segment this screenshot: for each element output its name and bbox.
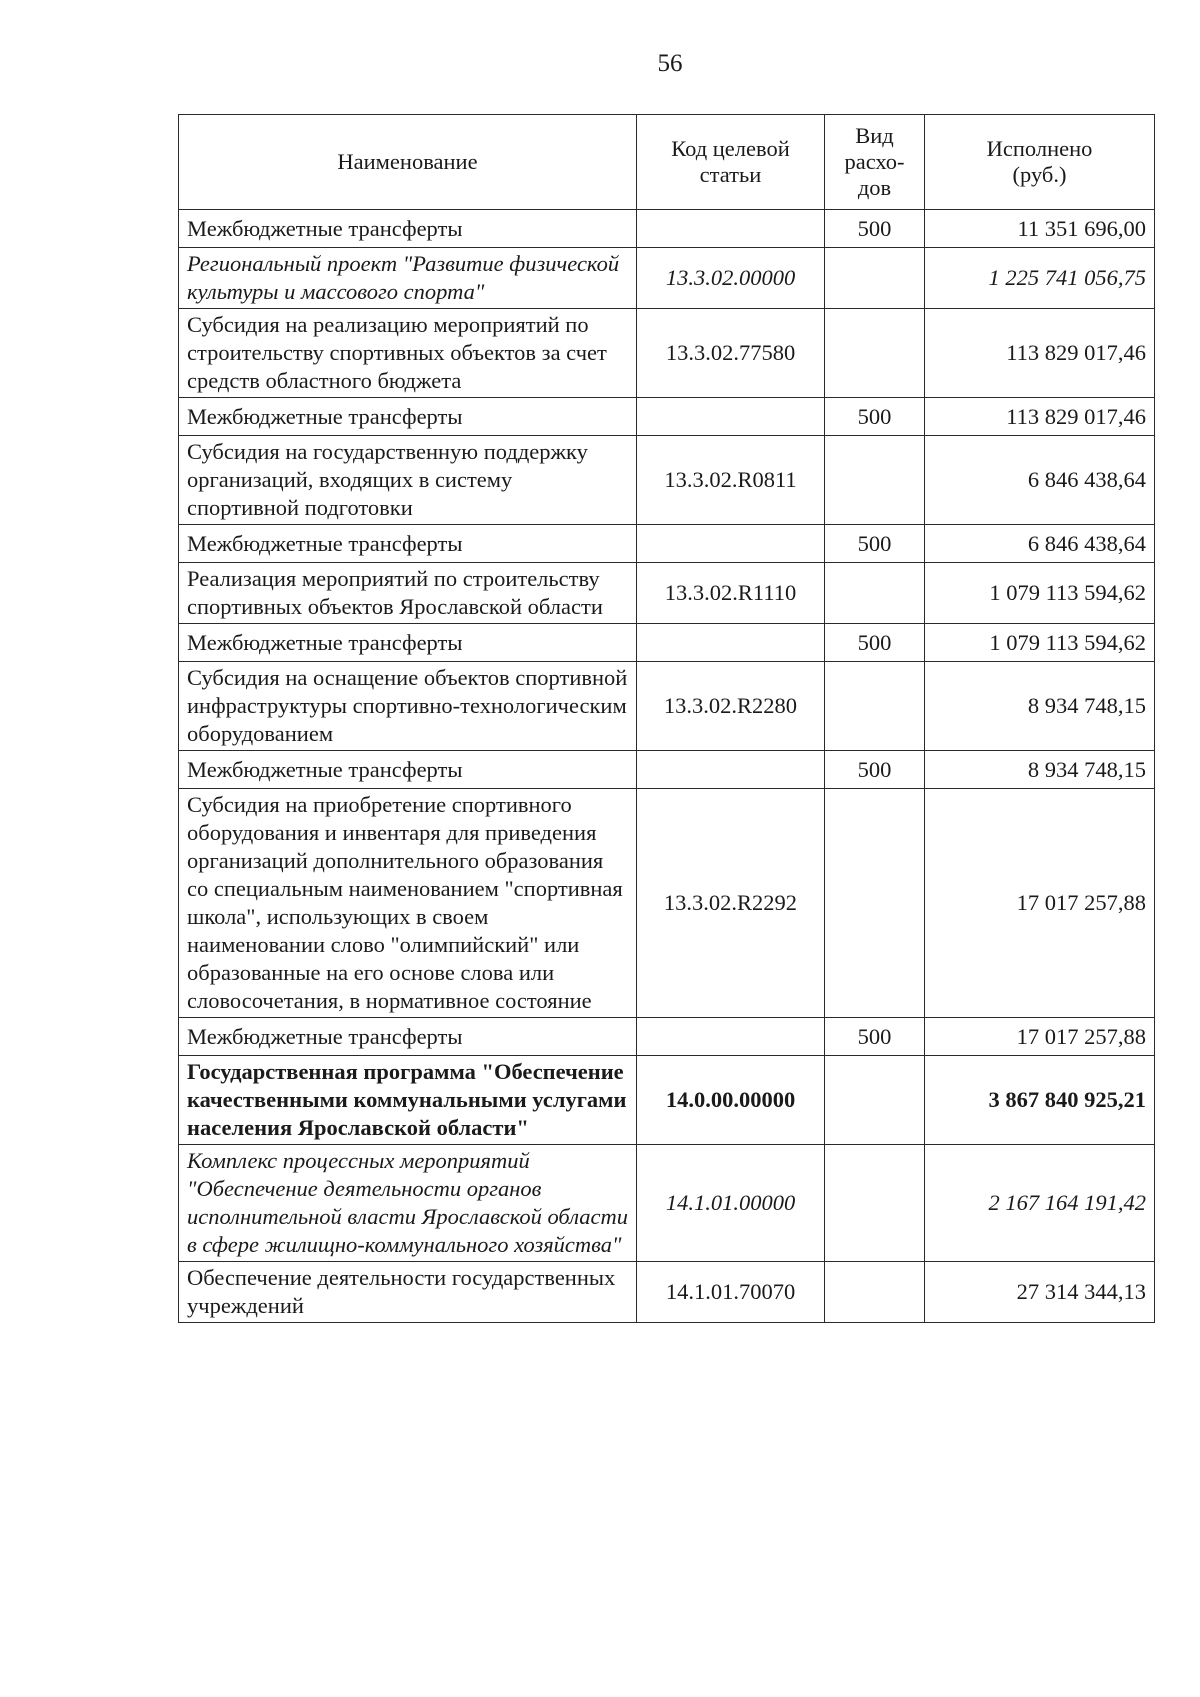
- header-name: Наименование: [179, 115, 637, 210]
- row-expense-type: [825, 1056, 925, 1145]
- page-number: 56: [657, 50, 683, 77]
- row-expense-type: 500: [825, 398, 925, 436]
- table-row: [179, 1262, 1155, 1323]
- table-row: [179, 525, 1155, 563]
- row-name: Субсидия на приобретение спортивного оборудования и инвентаря для приведения организаций дополнительного образования со специальным наименованием "спортивная школа", использующих в своем наименовании слово "олимпийский" или образованные на его основе слова или словосочетания, в нормативное состояние: [179, 789, 637, 1018]
- row-expense-type: [825, 662, 925, 751]
- row-code: [637, 525, 825, 563]
- header-code: Код целевой статьи: [637, 115, 825, 210]
- table-row: [179, 563, 1155, 624]
- row-expense-type: 500: [825, 525, 925, 563]
- row-code: 13.3.02.R1110: [637, 563, 825, 624]
- row-expense-type: [825, 789, 925, 1018]
- row-expense-type: 500: [825, 1018, 925, 1056]
- row-executed-sum: 3 867 840 925,21: [925, 1056, 1155, 1145]
- row-expense-type: [825, 248, 925, 309]
- row-code: 13.3.02.00000: [637, 248, 825, 309]
- row-name: Межбюджетные трансферты: [179, 398, 637, 436]
- table-row: [179, 662, 1155, 751]
- table-row: [179, 398, 1155, 436]
- row-code: 14.0.00.00000: [637, 1056, 825, 1145]
- row-code: 14.1.01.70070: [637, 1262, 825, 1323]
- row-code: [637, 751, 825, 789]
- row-expense-type: [825, 1145, 925, 1262]
- table-row: [179, 1145, 1155, 1262]
- row-expense-type: [825, 436, 925, 525]
- row-executed-sum: 17 017 257,88: [925, 789, 1155, 1018]
- row-name: Межбюджетные трансферты: [179, 210, 637, 248]
- row-name: Субсидия на реализацию мероприятий по строительству спортивных объектов за счет средств областного бюджета: [179, 309, 637, 398]
- row-code: [637, 398, 825, 436]
- row-executed-sum: 113 829 017,46: [925, 309, 1155, 398]
- row-name: Региональный проект "Развитие физической культуры и массового спорта": [179, 248, 637, 309]
- row-name: Обеспечение деятельности государственных учреждений: [179, 1262, 637, 1323]
- row-name: Межбюджетные трансферты: [179, 525, 637, 563]
- row-name: Государственная программа "Обеспечение качественными коммунальными услугами населения Ярославской области": [179, 1056, 637, 1145]
- row-code: 13.3.02.77580: [637, 309, 825, 398]
- row-expense-type: 500: [825, 751, 925, 789]
- row-expense-type: [825, 563, 925, 624]
- row-name: Реализация мероприятий по строительству спортивных объектов Ярославской области: [179, 563, 637, 624]
- row-executed-sum: 1 079 113 594,62: [925, 624, 1155, 662]
- budget-execution-table: [178, 114, 1155, 1323]
- table-row: [179, 1018, 1155, 1056]
- row-executed-sum: 1 079 113 594,62: [925, 563, 1155, 624]
- row-executed-sum: 11 351 696,00: [925, 210, 1155, 248]
- table-row: [179, 789, 1155, 1018]
- row-executed-sum: 17 017 257,88: [925, 1018, 1155, 1056]
- row-expense-type: 500: [825, 210, 925, 248]
- row-name: Комплекс процессных мероприятий "Обеспечение деятельности органов исполнительной власти Ярославской области в сфере жилищно-коммунального хозяйства": [179, 1145, 637, 1262]
- row-name: Межбюджетные трансферты: [179, 624, 637, 662]
- row-expense-type: [825, 1262, 925, 1323]
- table-body: [179, 210, 1155, 1323]
- header-type: Вид расхо-дов: [825, 115, 925, 210]
- row-code: 13.3.02.R2280: [637, 662, 825, 751]
- table-row: [179, 751, 1155, 789]
- row-expense-type: [825, 309, 925, 398]
- row-code: [637, 210, 825, 248]
- row-code: 14.1.01.00000: [637, 1145, 825, 1262]
- row-executed-sum: 113 829 017,46: [925, 398, 1155, 436]
- row-executed-sum: 8 934 748,15: [925, 751, 1155, 789]
- table-row: [179, 1056, 1155, 1145]
- row-expense-type: 500: [825, 624, 925, 662]
- row-name: Межбюджетные трансферты: [179, 1018, 637, 1056]
- table-row: [179, 624, 1155, 662]
- row-code: 13.3.02.R0811: [637, 436, 825, 525]
- table-row: [179, 309, 1155, 398]
- row-executed-sum: 2 167 164 191,42: [925, 1145, 1155, 1262]
- table-row: [179, 210, 1155, 248]
- table-header-row: [179, 115, 1155, 210]
- row-executed-sum: 27 314 344,13: [925, 1262, 1155, 1323]
- row-executed-sum: 8 934 748,15: [925, 662, 1155, 751]
- row-name: Субсидия на оснащение объектов спортивной инфраструктуры спортивно-технологическим оборудованием: [179, 662, 637, 751]
- row-executed-sum: 6 846 438,64: [925, 436, 1155, 525]
- row-code: [637, 1018, 825, 1056]
- row-code: 13.3.02.R2292: [637, 789, 825, 1018]
- table-row: [179, 248, 1155, 309]
- row-code: [637, 624, 825, 662]
- table-row: [179, 436, 1155, 525]
- row-name: Межбюджетные трансферты: [179, 751, 637, 789]
- header-sum: Исполнено (руб.): [925, 115, 1155, 210]
- row-executed-sum: 6 846 438,64: [925, 525, 1155, 563]
- row-name: Субсидия на государственную поддержку организаций, входящих в систему спортивной подготовки: [179, 436, 637, 525]
- row-executed-sum: 1 225 741 056,75: [925, 248, 1155, 309]
